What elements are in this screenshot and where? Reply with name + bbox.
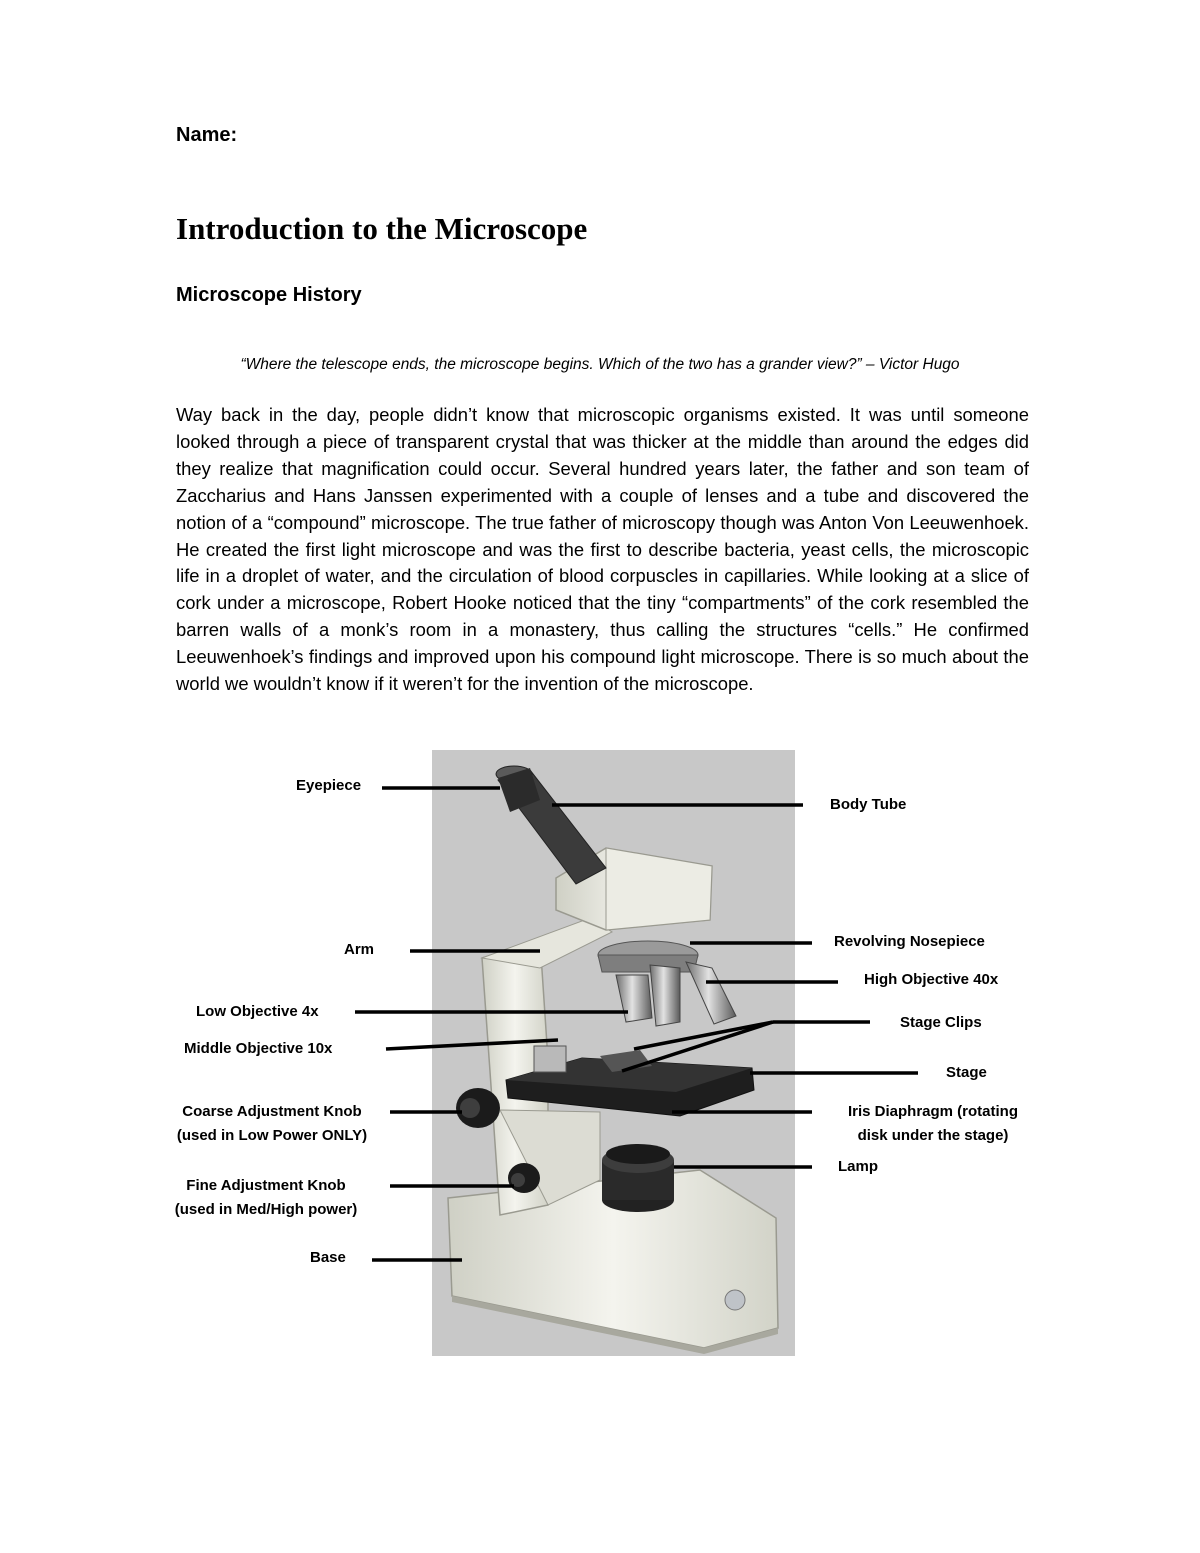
eyepiece-label: Eyepiece xyxy=(296,777,362,794)
revolving-nosepiece-label: Revolving Nosepiece xyxy=(834,933,985,950)
iris-label-line2: disk under the stage) xyxy=(857,1127,1009,1144)
name-field-label: Name: xyxy=(176,124,238,146)
microscope-illustration xyxy=(448,766,778,1354)
iris-label-line1: Iris Diaphragm (rotating xyxy=(847,1103,1019,1120)
history-paragraph: Way back in the day, people didn’t know that microscopic organisms existed. It was until someone looked through a piece of transparent crystal that was thicker at the middle than around the edges did they realize that magnification could occur. Several hundred years later, the father and son team of Zaccharius and Hans Janssen experimented with a couple of lenses and a tube and discovered the notion of a “compound” microscope. The true father of microscopy though was Anton Von Leeuwenhoek. He created the first light microscope and was the first to describe bacteria, yeast cells, the microscopic life in a droplet of water, and the circulation of blood corpuscles in capillaries. While looking at a slice of cork under a microscope, Robert Hooke noticed that the tiny “compartments” of the cork resembled the barren walls of a monk’s room in a monastery, thus calling the structures “cells.” He confirmed Leeuwenhoek’s findings and improved upon his compound light microscope. There is so much about the world we wouldn’t know if it weren’t for the invention of the microscope. xyxy=(176,404,1029,695)
coarse-knob-label-line1: Coarse Adjustment Knob xyxy=(182,1103,362,1120)
fine-knob-label-line2: (used in Med/High power) xyxy=(174,1201,358,1218)
base-label: Base xyxy=(310,1249,346,1266)
fine-knob-label-line1: Fine Adjustment Knob xyxy=(186,1177,346,1194)
coarse-adjustment-knob-label xyxy=(160,1100,384,1148)
arm-label: Arm xyxy=(344,941,375,958)
epigraph-quote: “Where the telescope ends, the microscope begins. Which of the two has a grander view?” – Victor Hugo xyxy=(240,356,960,373)
coarse-knob-label-line2: (used in Low Power ONLY) xyxy=(176,1127,368,1144)
section-heading: Microscope History xyxy=(176,284,362,306)
stage-clips-label: Stage Clips xyxy=(900,1014,982,1031)
page-title: Introduction to the Microscope xyxy=(176,211,588,246)
high-objective-label: High Objective 40x xyxy=(864,971,999,988)
middle-objective-label: Middle Objective 10x xyxy=(184,1040,333,1057)
fine-adjustment-knob-label xyxy=(154,1174,378,1222)
stage-label: Stage xyxy=(946,1064,987,1081)
low-objective-label: Low Objective 4x xyxy=(196,1003,319,1020)
body-tube-label: Body Tube xyxy=(830,796,907,813)
lamp-label: Lamp xyxy=(838,1158,879,1175)
iris-diaphragm-label xyxy=(826,1100,1040,1148)
